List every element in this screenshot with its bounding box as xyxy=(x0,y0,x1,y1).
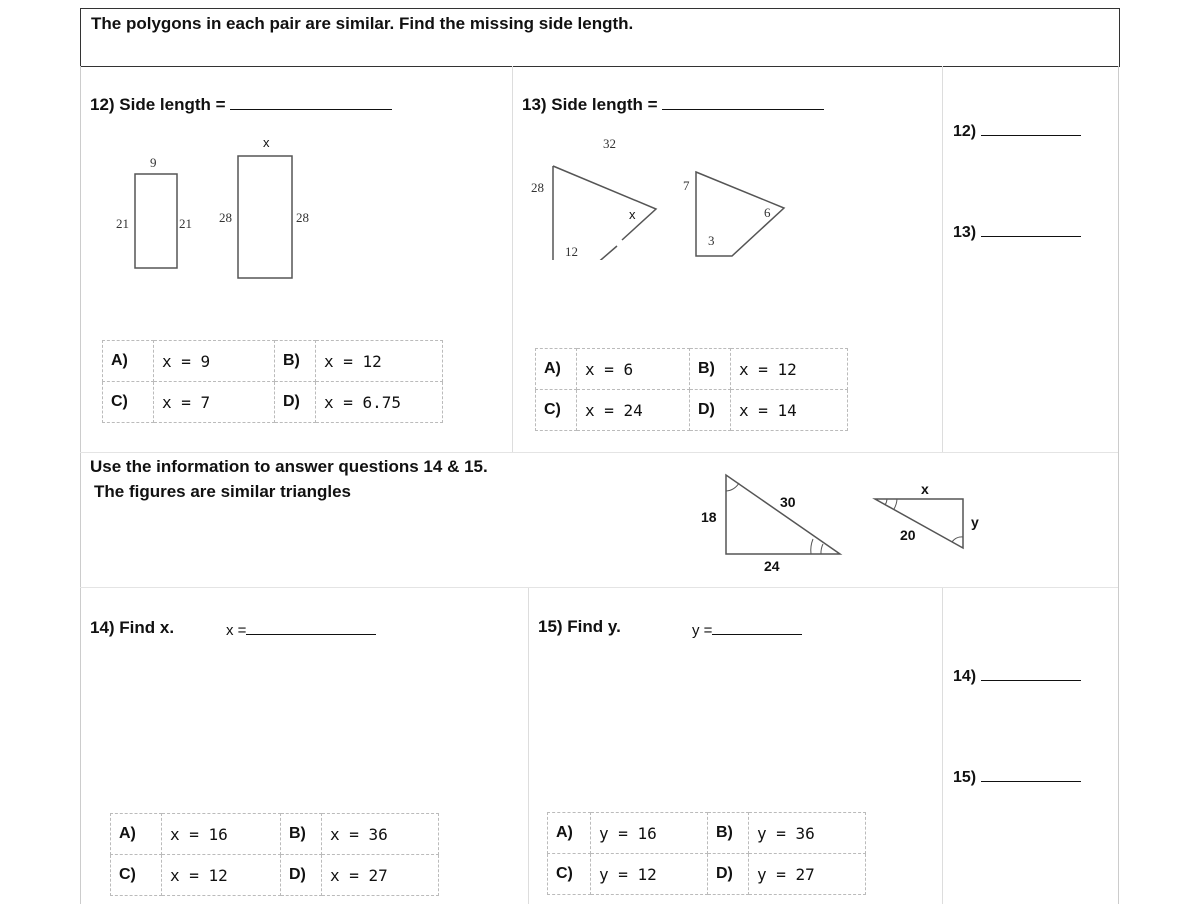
option-value[interactable]: x = 12 xyxy=(316,341,443,382)
option-value[interactable]: x = 36 xyxy=(322,814,439,855)
label: 28 xyxy=(219,210,232,225)
q12-options xyxy=(102,340,443,423)
option-letter[interactable]: A) xyxy=(536,349,577,390)
option-letter[interactable]: A) xyxy=(103,341,154,382)
q13-options xyxy=(535,348,848,431)
answer-15: 15) xyxy=(953,767,1081,787)
option-value[interactable]: x = 16 xyxy=(162,814,281,855)
q12-prompt: 12) Side length = xyxy=(90,95,392,115)
option-letter[interactable]: A) xyxy=(111,814,162,855)
option-letter[interactable]: B) xyxy=(275,341,316,382)
label: 28 xyxy=(531,180,544,195)
info-text: Use the information to answer questions 14 & 15. xyxy=(90,457,488,476)
option-letter[interactable]: D) xyxy=(708,854,749,895)
q13-prompt: 13) Side length = xyxy=(522,95,824,115)
answer-blank[interactable] xyxy=(981,767,1081,782)
option-letter[interactable]: B) xyxy=(690,349,731,390)
label: 7 xyxy=(683,178,690,193)
option-letter[interactable]: D) xyxy=(275,382,316,423)
option-value[interactable]: x = 12 xyxy=(162,855,281,896)
label: 6 xyxy=(764,205,771,220)
label: 21 xyxy=(179,216,192,231)
q15-prompt: 15) Find y. xyxy=(538,617,621,636)
large-rectangle xyxy=(238,156,292,278)
label: 30 xyxy=(780,494,796,510)
q12-figure xyxy=(80,130,510,290)
answer-12: 12) xyxy=(953,121,1081,141)
label: 9 xyxy=(150,155,157,170)
option-value[interactable]: x = 6 xyxy=(577,349,690,390)
q14-prompt: 14) Find x. xyxy=(90,618,175,637)
divider xyxy=(512,66,513,452)
q14-answer-blank[interactable] xyxy=(246,620,376,635)
label: 3 xyxy=(708,233,715,248)
option-value[interactable]: x = 12 xyxy=(731,349,848,390)
instructions: The polygons in each pair are similar. Find the missing side length. xyxy=(91,14,634,33)
answer-14: 14) xyxy=(953,666,1081,686)
q14-options xyxy=(110,813,439,896)
label: 32 xyxy=(603,136,616,151)
label: 18 xyxy=(701,509,717,525)
option-value[interactable]: x = 9 xyxy=(154,341,275,382)
option-value[interactable]: x = 27 xyxy=(322,855,439,896)
label: y xyxy=(971,514,979,530)
divider xyxy=(942,587,943,904)
option-letter[interactable]: D) xyxy=(281,855,322,896)
instructions-box xyxy=(80,8,1120,67)
answer-blank[interactable] xyxy=(981,222,1081,237)
option-value[interactable]: x = 7 xyxy=(154,382,275,423)
option-value[interactable]: y = 16 xyxy=(591,813,708,854)
answer-blank[interactable] xyxy=(981,121,1081,136)
q13-answer-blank[interactable] xyxy=(662,95,824,110)
q15-options xyxy=(547,812,866,895)
divider xyxy=(528,587,529,904)
q12-answer-blank[interactable] xyxy=(230,95,392,110)
label: 12 xyxy=(565,244,578,259)
divider xyxy=(942,66,943,452)
q15-answer-blank[interactable] xyxy=(712,620,802,635)
option-value[interactable]: y = 36 xyxy=(749,813,866,854)
option-letter[interactable]: D) xyxy=(690,390,731,431)
answer-13: 13) xyxy=(953,222,1081,242)
divider xyxy=(1118,66,1119,904)
label: 28 xyxy=(296,210,309,225)
label: 21 xyxy=(116,216,129,231)
option-letter[interactable]: B) xyxy=(708,813,749,854)
option-value[interactable]: y = 27 xyxy=(749,854,866,895)
option-letter[interactable]: B) xyxy=(281,814,322,855)
answer-blank[interactable] xyxy=(981,666,1081,681)
label: x xyxy=(921,481,929,497)
option-letter[interactable]: C) xyxy=(536,390,577,431)
option-value[interactable]: x = 14 xyxy=(731,390,848,431)
option-value[interactable]: x = 6.75 xyxy=(316,382,443,423)
q13-figure xyxy=(520,120,820,260)
option-letter[interactable]: C) xyxy=(103,382,154,423)
similar-triangles-figure xyxy=(680,460,1000,590)
small-rectangle xyxy=(135,174,177,268)
option-letter[interactable]: C) xyxy=(111,855,162,896)
option-value[interactable]: y = 12 xyxy=(591,854,708,895)
option-value[interactable]: x = 24 xyxy=(577,390,690,431)
q14-var: x = xyxy=(226,620,376,639)
divider xyxy=(80,452,1118,453)
q15-var: y = xyxy=(692,620,802,639)
label: x xyxy=(263,135,270,150)
info-text: The figures are similar triangles xyxy=(94,482,351,501)
option-letter[interactable]: A) xyxy=(548,813,591,854)
label: 20 xyxy=(900,527,916,543)
option-letter[interactable]: C) xyxy=(548,854,591,895)
label: x xyxy=(629,207,636,222)
label: 24 xyxy=(764,558,780,574)
